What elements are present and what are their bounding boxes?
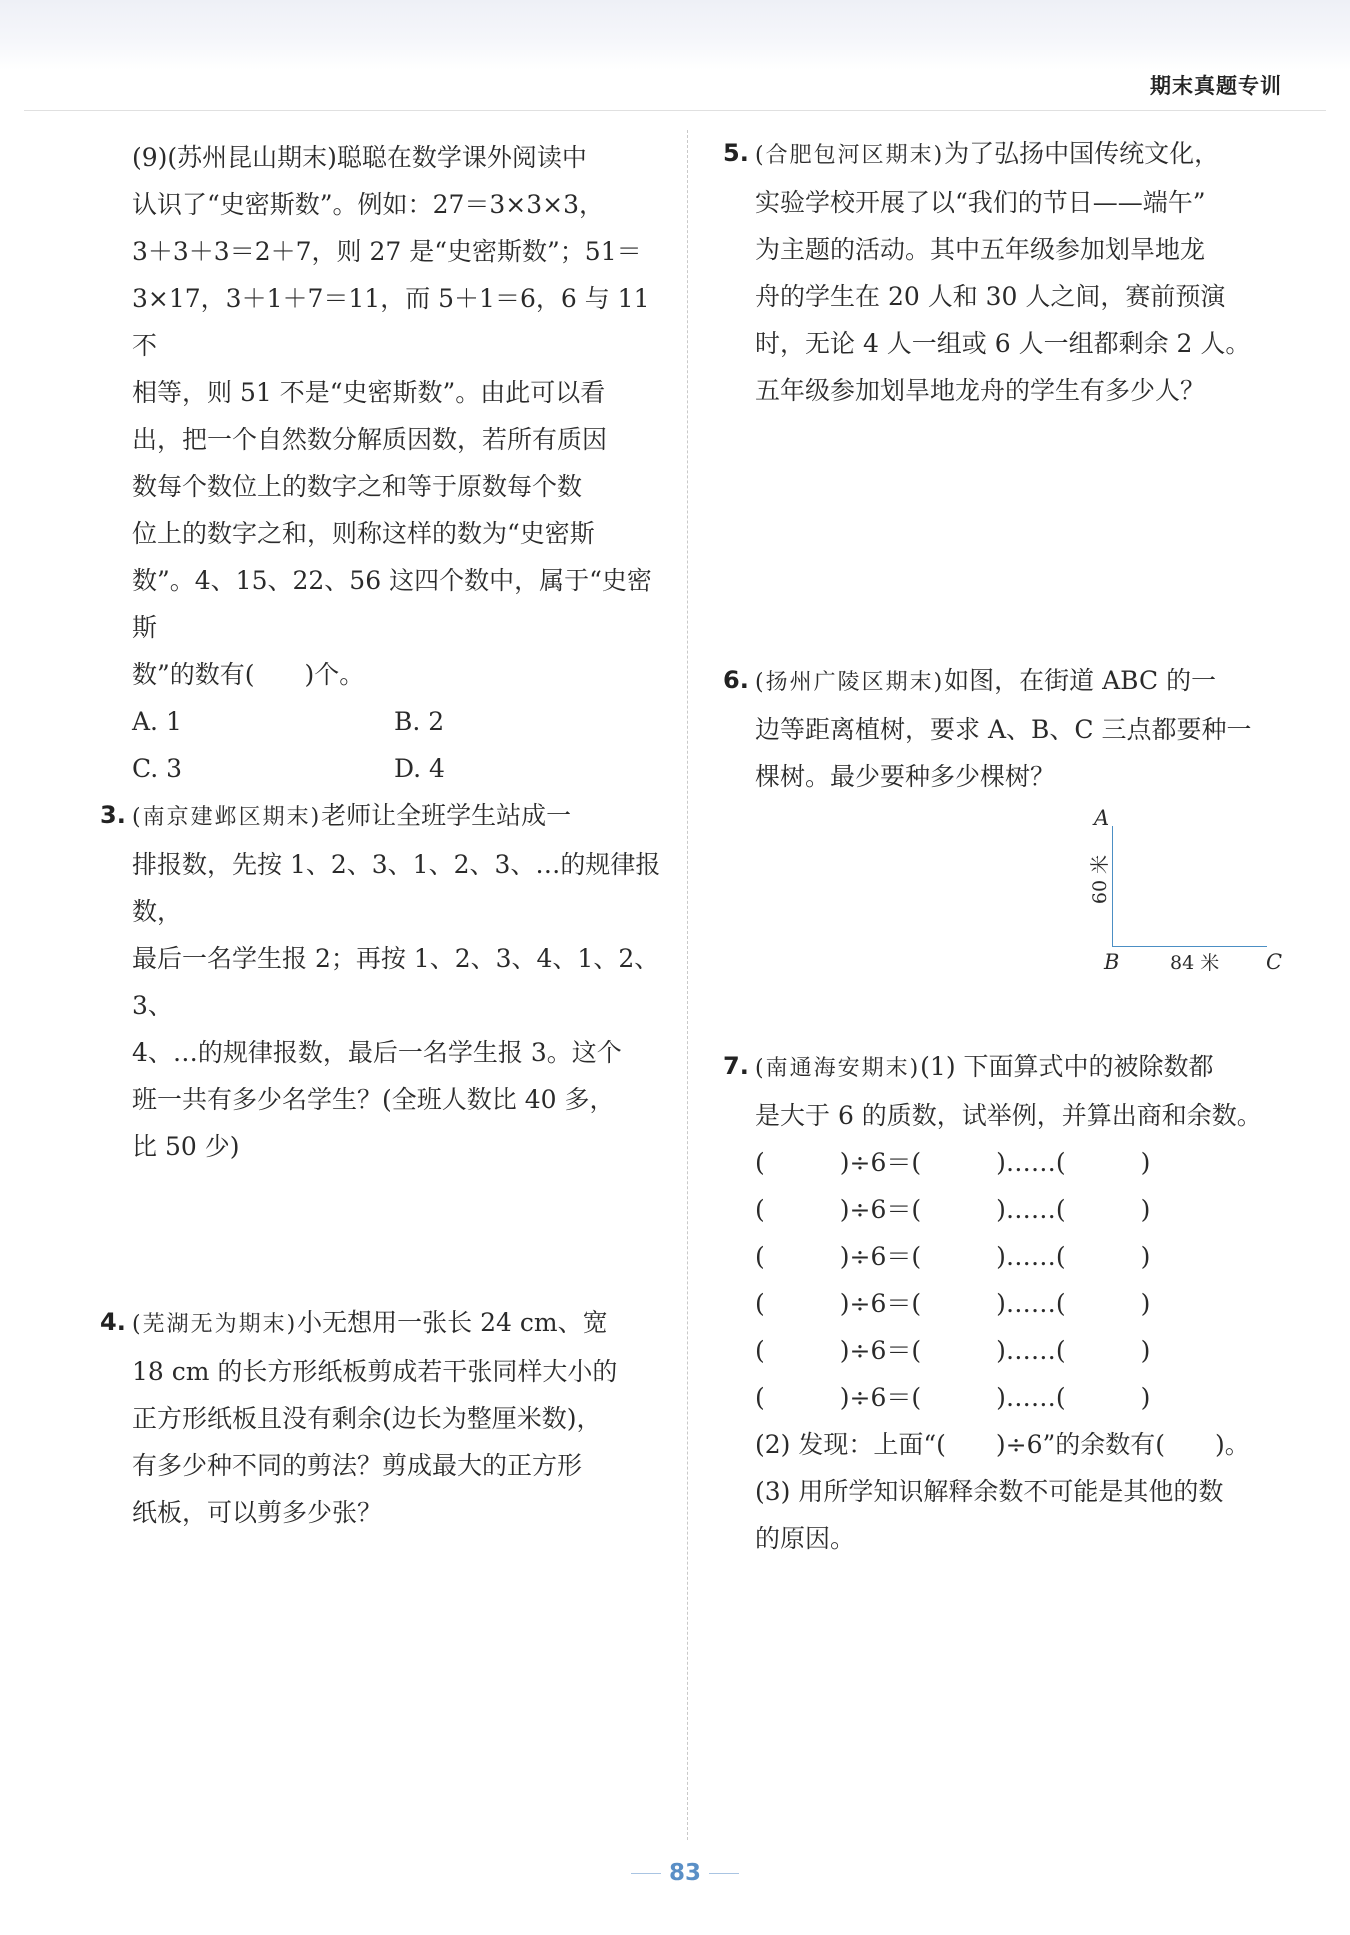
question-number: 4. xyxy=(100,1308,126,1336)
page-header-title: 期末真题专训 xyxy=(1150,74,1282,98)
column-divider xyxy=(687,130,688,1840)
question-line: 3×17，3＋1＋7＝11，而 5＋1＝6，6 与 11 不 xyxy=(132,284,650,360)
option-a[interactable]: A. 1 xyxy=(132,707,182,736)
question-line: 实验学校开展了以“我们的节日——端午” xyxy=(755,188,1206,217)
right-column-q7 xyxy=(723,1043,1285,1562)
question-line: 小无想用一张长 24 cm、宽 xyxy=(297,1308,608,1337)
question-number: 6. xyxy=(723,666,749,694)
question-line: 最后一名学生报 2；再按 1、2、3、4、1、2、3、 xyxy=(132,944,660,1020)
question-source: (合肥包河区期末) xyxy=(755,143,945,168)
question-source: (芜湖无为期末) xyxy=(132,1312,298,1337)
left-column xyxy=(100,134,662,1170)
question-line: 班一共有多少名学生？(全班人数比 40 多， xyxy=(132,1085,615,1114)
question-line: 如图，在街道 ABC 的一 xyxy=(944,666,1217,695)
option-c[interactable]: C. 3 xyxy=(132,754,183,783)
question-line: 数”的数有( )个。 xyxy=(132,660,365,689)
question-number: 5. xyxy=(723,139,749,167)
question-part-2: (2) 发现：上面“( )÷6”的余数有( )。 xyxy=(755,1430,1250,1459)
division-row: ( )÷6＝( )……( ) xyxy=(755,1148,1151,1177)
question-line: (9)(苏州昆山期末)聪聪在数学课外阅读中 xyxy=(132,143,587,172)
question-line: 有多少种不同的剪法？剪成最大的正方形 xyxy=(132,1451,583,1480)
division-row: ( )÷6＝( )……( ) xyxy=(755,1383,1151,1412)
question-source: (南通海安期末) xyxy=(755,1056,921,1081)
question-4 xyxy=(100,1299,662,1536)
question-7 xyxy=(723,1043,1285,1562)
question-3 xyxy=(100,792,662,1170)
division-row: ( )÷6＝( )……( ) xyxy=(755,1242,1151,1271)
division-row: ( )÷6＝( )……( ) xyxy=(755,1336,1151,1365)
right-column-q6 xyxy=(723,657,1285,800)
segment-bc xyxy=(1112,946,1267,947)
option-b[interactable]: B. 2 xyxy=(394,707,445,736)
question-line: 位上的数字之和，则称这样的数为“史密斯 xyxy=(132,519,595,548)
question-line: 4、…的规律报数，最后一名学生报 3。这个 xyxy=(132,1038,622,1067)
option-d[interactable]: D. 4 xyxy=(394,754,445,783)
question-source: (扬州广陵区期末) xyxy=(755,670,945,695)
question-number: 7. xyxy=(723,1052,749,1080)
question-line: 排报数，先按 1、2、3、1、2、3、…的规律报数， xyxy=(132,850,661,926)
question-line: 棵树。最少要种多少棵树？ xyxy=(755,762,1056,791)
question-line: 五年级参加划旱地龙舟的学生有多少人？ xyxy=(755,376,1206,405)
question-line: 老师让全班学生站成一 xyxy=(321,801,572,830)
question-line: 为主题的活动。其中五年级参加划旱地龙 xyxy=(755,235,1206,264)
question-number: 3. xyxy=(100,801,126,829)
question-line: 认识了“史密斯数”。例如：27＝3×3×3， xyxy=(132,190,604,219)
answer-options xyxy=(132,698,662,792)
question-5 xyxy=(723,130,1285,414)
street-abc-figure xyxy=(1080,808,1290,973)
question-line: 舟的学生在 20 人和 30 人之间，赛前预演 xyxy=(755,282,1226,311)
question-line: 纸板，可以剪多少张？ xyxy=(132,1498,383,1527)
header-divider xyxy=(24,110,1326,111)
segment-ab-length: 60 米 xyxy=(1089,854,1112,905)
question-line: 3＋3＋3＝2＋7，则 27 是“史密斯数”；51＝ xyxy=(132,237,642,266)
question-line: 是大于 6 的质数，试举例，并算出商和余数。 xyxy=(755,1101,1262,1130)
segment-bc-length: 84 米 xyxy=(1170,952,1220,974)
question-line: 边等距离植树，要求 A、B、C 三点都要种一 xyxy=(755,715,1252,744)
page-number: 83 xyxy=(620,1860,750,1886)
segment-ab xyxy=(1112,826,1113,946)
question-line: 时，无论 4 人一组或 6 人一组都剩余 2 人。 xyxy=(755,329,1251,358)
right-column xyxy=(723,130,1285,414)
question-line: 的原因。 xyxy=(755,1524,856,1553)
question-line: 比 50 少) xyxy=(132,1132,240,1161)
question-line: 相等，则 51 不是“史密斯数”。由此可以看 xyxy=(132,378,606,407)
question-line: 数”。4、15、22、56 这四个数中，属于“史密斯 xyxy=(132,566,652,642)
question-line: 正方形纸板且没有剩余(边长为整厘米数)， xyxy=(132,1404,602,1433)
division-row: ( )÷6＝( )……( ) xyxy=(755,1195,1151,1224)
left-column-lower xyxy=(100,1299,662,1536)
point-c-label: C xyxy=(1266,950,1283,974)
question-line: 出，把一个自然数分解质因数，若所有质因 xyxy=(132,425,608,454)
division-row: ( )÷6＝( )……( ) xyxy=(755,1289,1151,1318)
question-line: 数每个数位上的数字之和等于原数每个数 xyxy=(132,472,583,501)
point-b-label: B xyxy=(1104,950,1120,974)
header-band xyxy=(0,0,1350,70)
question-6 xyxy=(723,657,1285,800)
question-line: (1) 下面算式中的被除数都 xyxy=(920,1052,1214,1081)
point-a-label: A xyxy=(1094,806,1110,830)
question-line: 为了弘扬中国传统文化， xyxy=(944,139,1220,168)
question-source: (南京建邺区期末) xyxy=(132,805,322,830)
question-line: 18 cm 的长方形纸板剪成若干张同样大小的 xyxy=(132,1357,618,1386)
question-2-9 xyxy=(132,134,662,792)
question-part-3: (3) 用所学知识解释余数不可能是其他的数 xyxy=(755,1477,1224,1506)
